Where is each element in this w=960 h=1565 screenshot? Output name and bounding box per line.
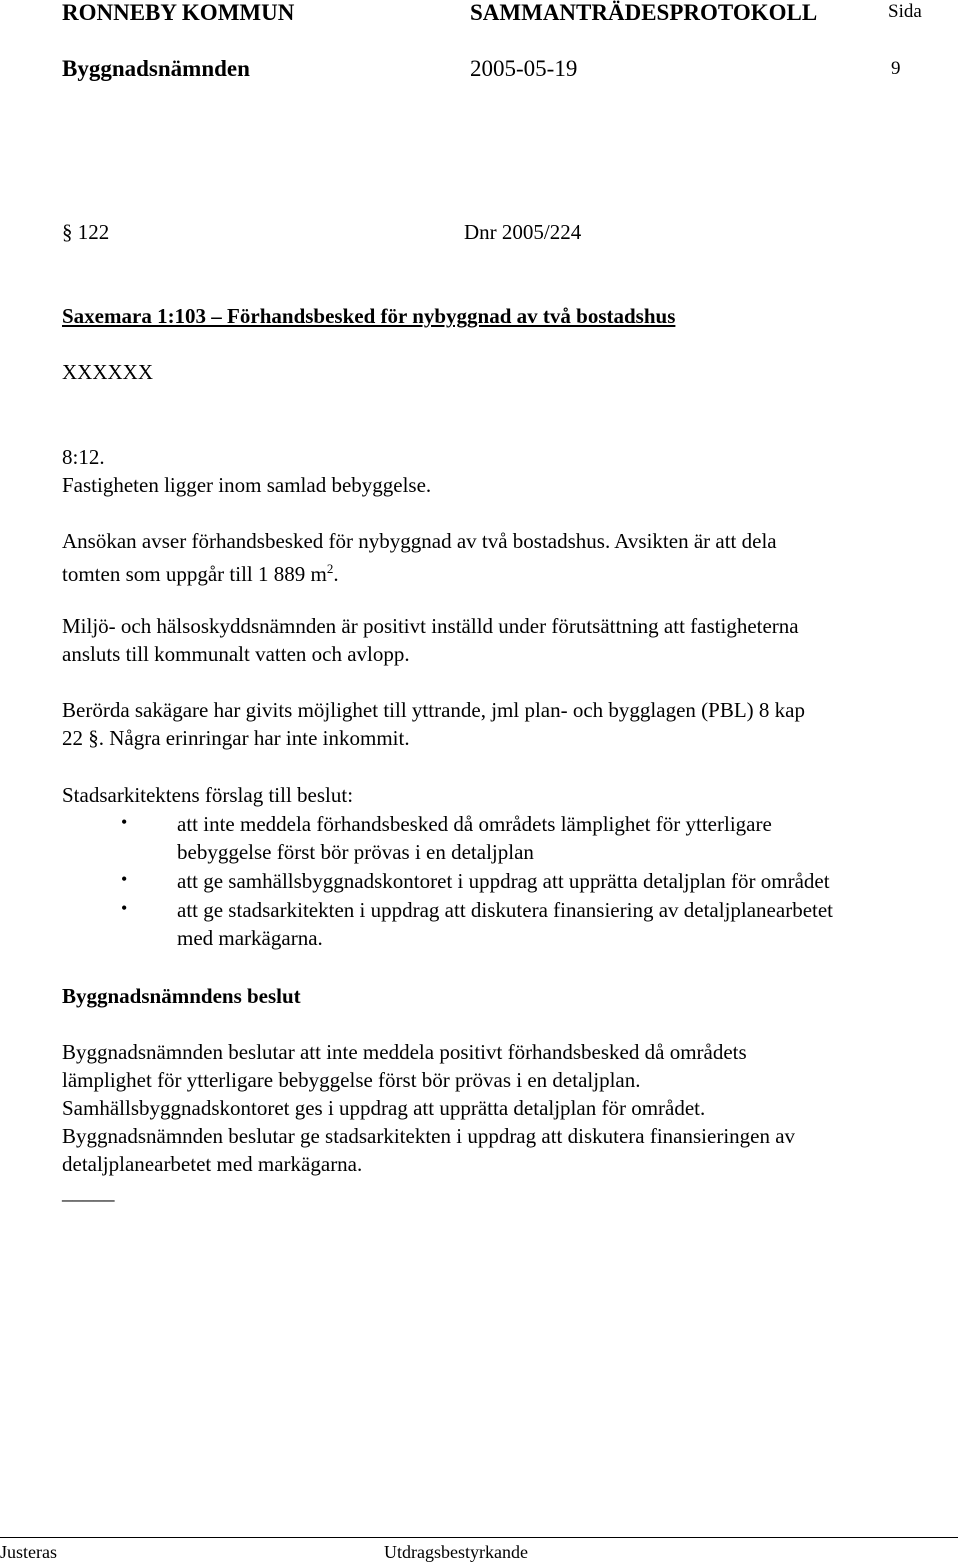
committee-name: Byggnadsnämnden: [62, 56, 250, 81]
decision-text: Byggnadsnämnden beslutar att inte meddela positivt förhandsbesked då områdets lämplighet för ytterligare bebyggelse först bör prövas i en detaljplan. Samhällsbyggnadskontoret ges i uppdrag att upprätta detaljplan för området. Byggnadsnämnden beslutar ge stadsarkitekten i uppdrag att diskutera finansieringen av detaljplanearbetet med markägarna.: [62, 1040, 796, 1176]
paragraph-symbol: §: [62, 220, 73, 244]
bullet-2-marker: •: [121, 869, 128, 889]
page-number: 9: [891, 58, 901, 79]
redacted-text: XXXXXX: [62, 360, 153, 384]
line-8-12: 8:12.: [62, 445, 105, 469]
meeting-date: 2005-05-19: [470, 56, 578, 81]
paragraph-berorda: Berörda sakägare har givits möjlighet till yttrande, jml plan- och bygglagen (PBL) 8 kap 22 §. Några erinringar har inte inkommit.: [62, 698, 805, 750]
municipality-name: RONNEBY KOMMUN: [62, 0, 295, 25]
decision-separator: _____: [62, 1180, 115, 1204]
item-number-value: 122: [77, 220, 110, 244]
bullet-2-text: att ge samhällsbyggnadskontoret i uppdrag att upprätta detaljplan för området: [177, 869, 830, 893]
item-title: Saxemara 1:103 – Förhandsbesked för nybyggnad av två bostadshus: [62, 304, 676, 328]
line-fastighet: Fastigheten ligger inom samlad bebyggelse.: [62, 473, 432, 497]
proposal-heading: Stadsarkitektens förslag till beslut:: [62, 783, 354, 807]
footer-utdragsbestyrkande: Utdragsbestyrkande: [384, 1542, 528, 1562]
paragraph-ansokan: Ansökan avser förhandsbesked för nybyggnad av två bostadshus. Avsikten är att dela tomten som uppgår till 1 889 $m^2$.: [62, 529, 777, 586]
paragraph-miljo: Miljö- och hälsoskyddsnämnden är positivt inställd under förutsättning att fastigheterna ansluts till kommunalt vatten och avlopp.: [62, 614, 799, 666]
bullet-1-text: att inte meddela förhandsbesked då områdets lämplighet för ytterligare bebyggelse först bör prövas i en detaljplan: [177, 812, 772, 864]
decision-heading: Byggnadsnämndens beslut: [62, 984, 301, 1008]
bullet-1-marker: •: [121, 812, 128, 832]
document-type: SAMMANTRÄDESPROTOKOLL: [470, 0, 818, 25]
item-number: [62, 220, 109, 245]
footer-divider: [0, 1537, 958, 1538]
bullet-3-marker: •: [121, 898, 128, 918]
body-block-intro: [62, 443, 431, 499]
dnr: Dnr 2005/224: [464, 220, 582, 244]
page-label: Sida: [888, 1, 922, 22]
bullet-3-text: att ge stadsarkitekten i uppdrag att diskutera finansiering av detaljplanearbetet med markägarna.: [177, 898, 834, 950]
footer-justeras: Justeras: [0, 1542, 57, 1562]
